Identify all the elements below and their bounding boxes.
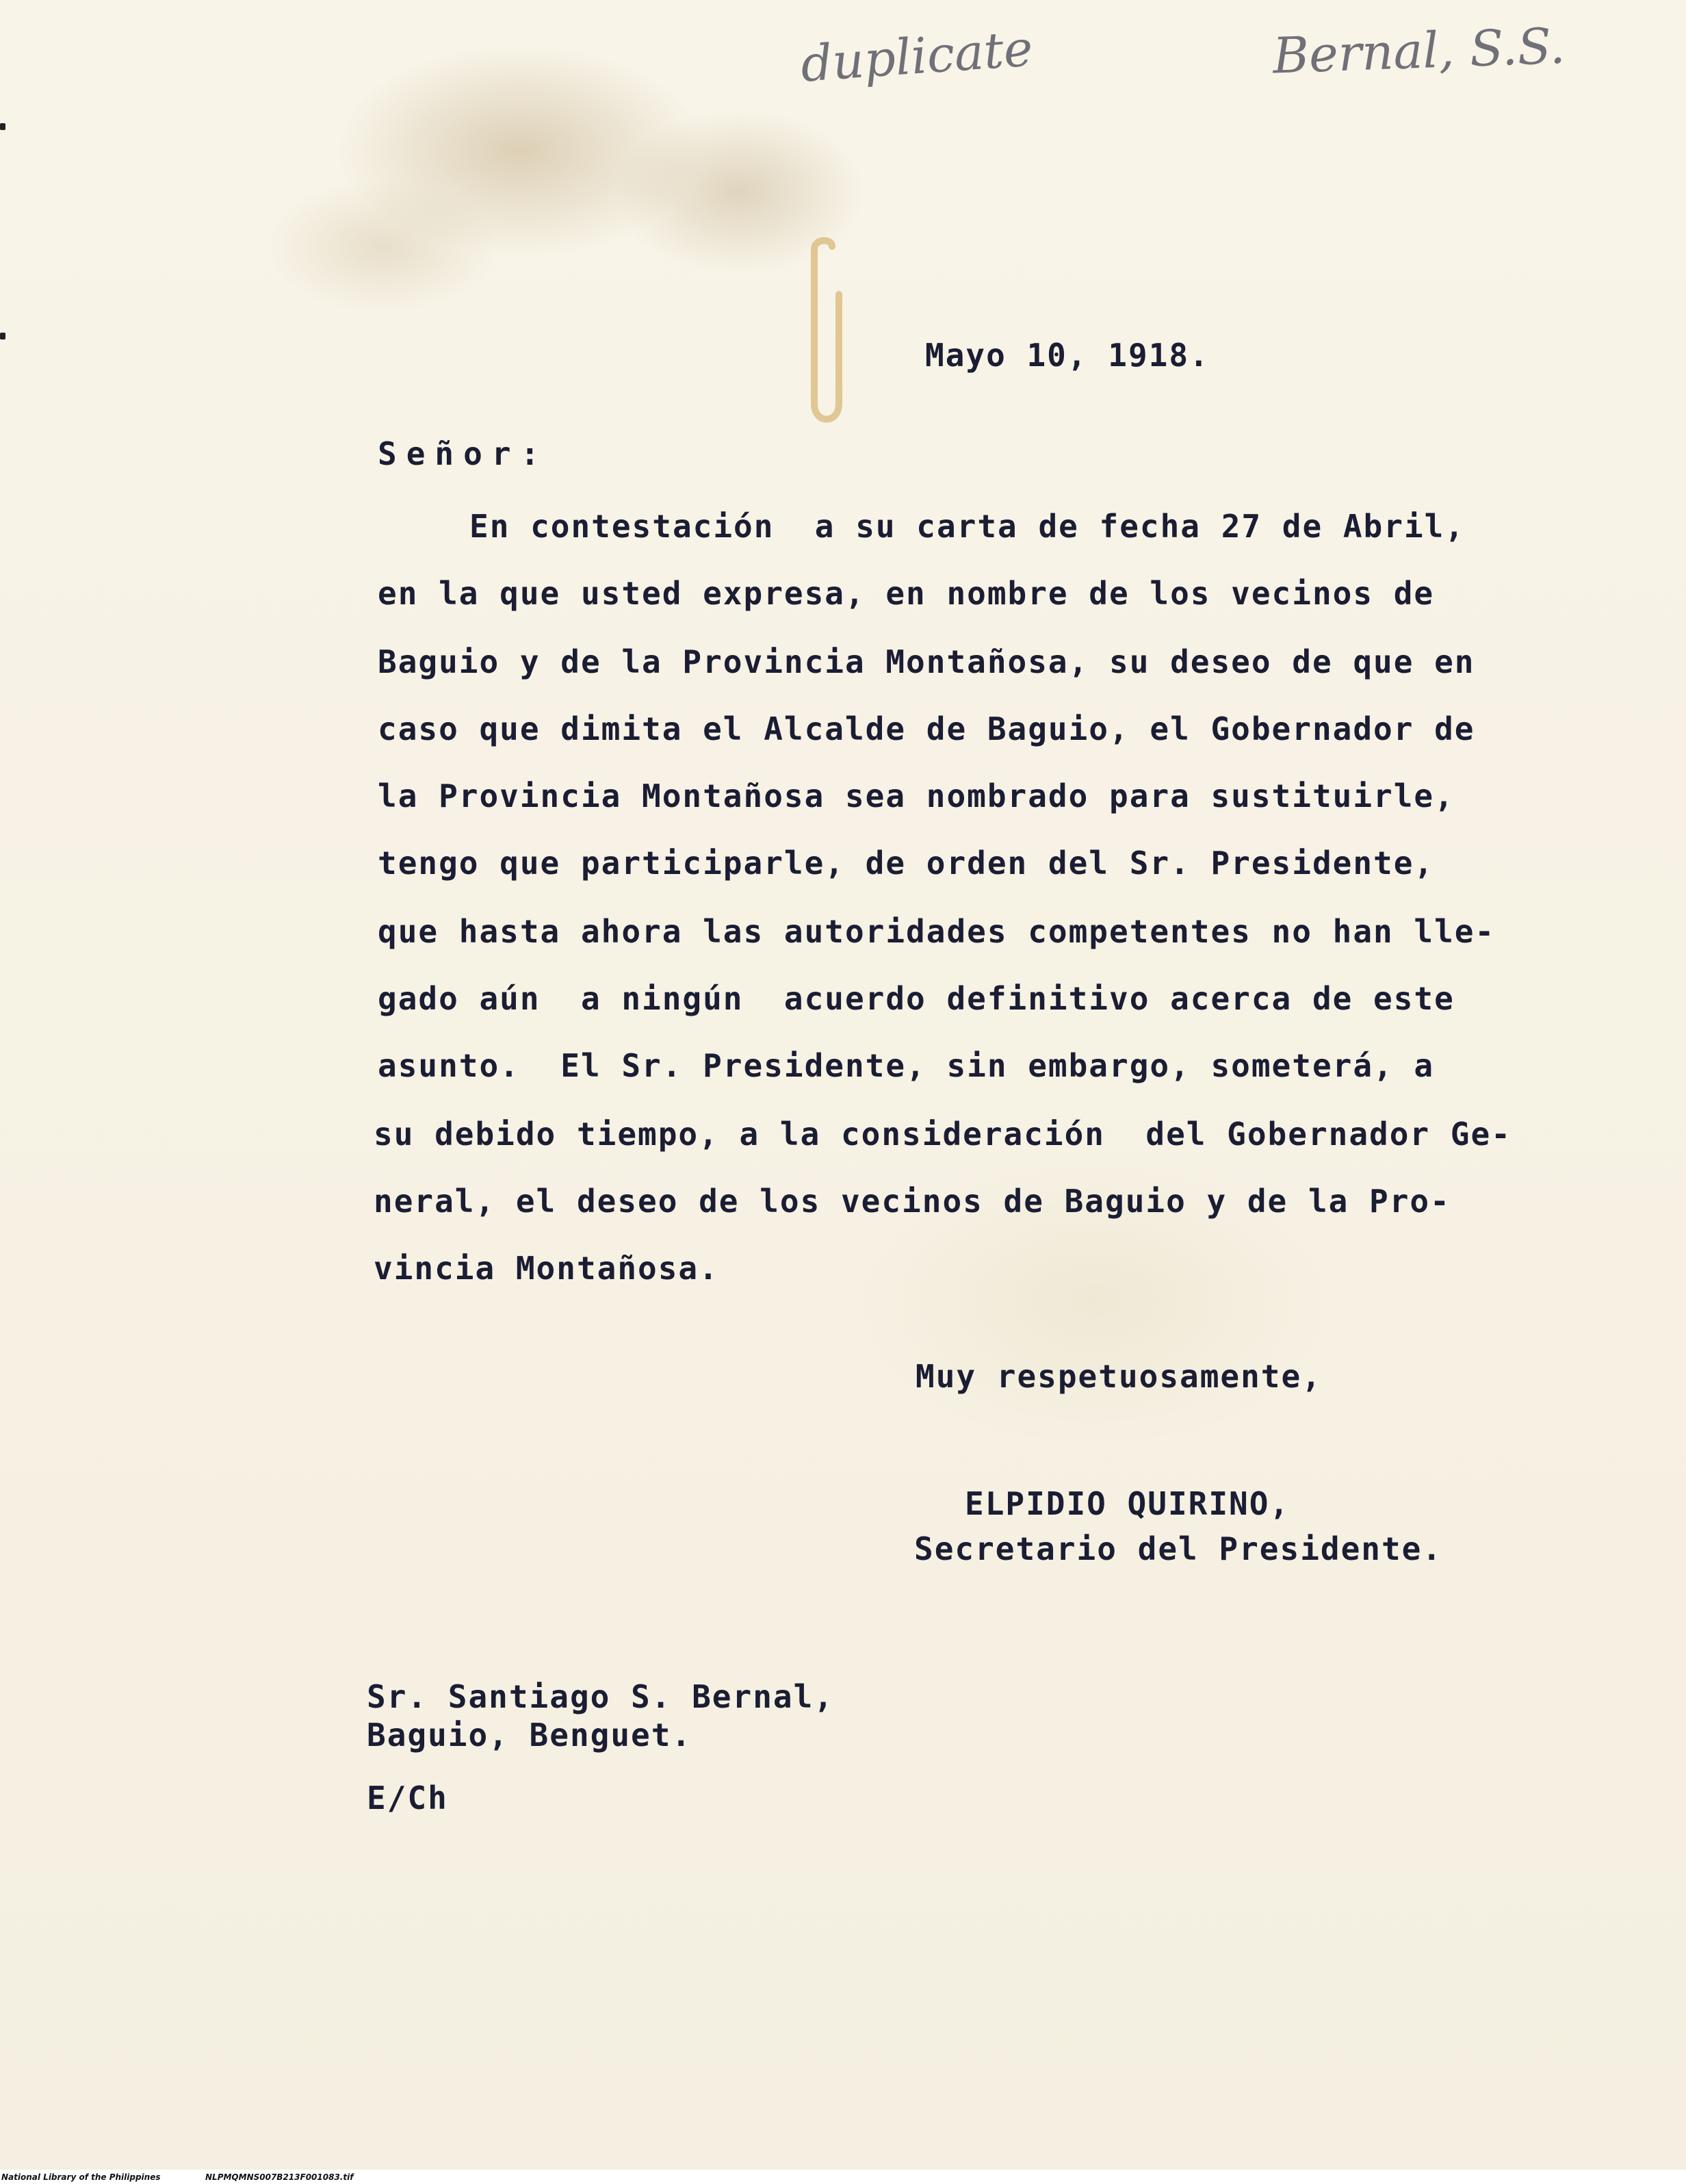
handwritten-duplicate-note: duplicate — [799, 19, 1035, 93]
letter-body-line: asunto. El Sr. Presidente, sin embargo, someterá, a — [378, 1047, 1435, 1084]
footer-file-id: NLPMQMNS007B213F001083.tif — [205, 2172, 354, 2182]
signer-name: ELPIDIO QUIRINO, — [965, 1485, 1291, 1522]
letter-body-line: En contestación a su carta de fecha 27 de Abril, — [469, 508, 1466, 545]
signer-title: Secretario del Presidente. — [914, 1530, 1443, 1567]
addressee-name: Sr. Santiago S. Bernal, — [367, 1678, 834, 1715]
archive-footer — [0, 2170, 1686, 2184]
addressee-location: Baguio, Benguet. — [367, 1717, 692, 1753]
letter-body-line: caso que dimita el Alcalde de Baguio, el Gobernador de — [378, 710, 1475, 747]
footer-institution: National Library of the Philippines — [1, 2172, 161, 2182]
edge-mark — [0, 123, 5, 130]
handwritten-name-note: Bernal, S.S. — [1271, 16, 1566, 85]
letter-body-line: vincia Montañosa. — [374, 1250, 719, 1287]
typist-initials: E/Ch — [367, 1780, 448, 1816]
letter-date: Mayo 10, 1918. — [925, 337, 1210, 374]
paperclip-stain — [799, 233, 847, 431]
letter-body-line: neral, el deseo de los vecinos de Baguio y de la Pro- — [374, 1183, 1451, 1220]
letter-body-line: que hasta ahora las autoridades competentes no han lle- — [378, 913, 1496, 950]
letter-body-line: Baguio y de la Provincia Montañosa, su deseo de que en — [378, 643, 1475, 680]
letter-body-line: en la que usted expresa, en nombre de los vecinos de — [378, 575, 1435, 612]
letter-body-line: su debido tiempo, a la consideración del Gobernador Ge- — [374, 1116, 1512, 1153]
letter-salutation: Señor: — [378, 435, 549, 472]
letter-closing: Muy respetuosamente, — [916, 1358, 1322, 1395]
edge-mark — [0, 333, 5, 339]
letter-body-line: gado aún a ningún acuerdo definitivo acerca de este — [378, 980, 1455, 1017]
letter-body-line: la Provincia Montañosa sea nombrado para sustituirle, — [378, 778, 1455, 814]
letter-body-line: tengo que participarle, de orden del Sr. Presidente, — [378, 845, 1435, 882]
